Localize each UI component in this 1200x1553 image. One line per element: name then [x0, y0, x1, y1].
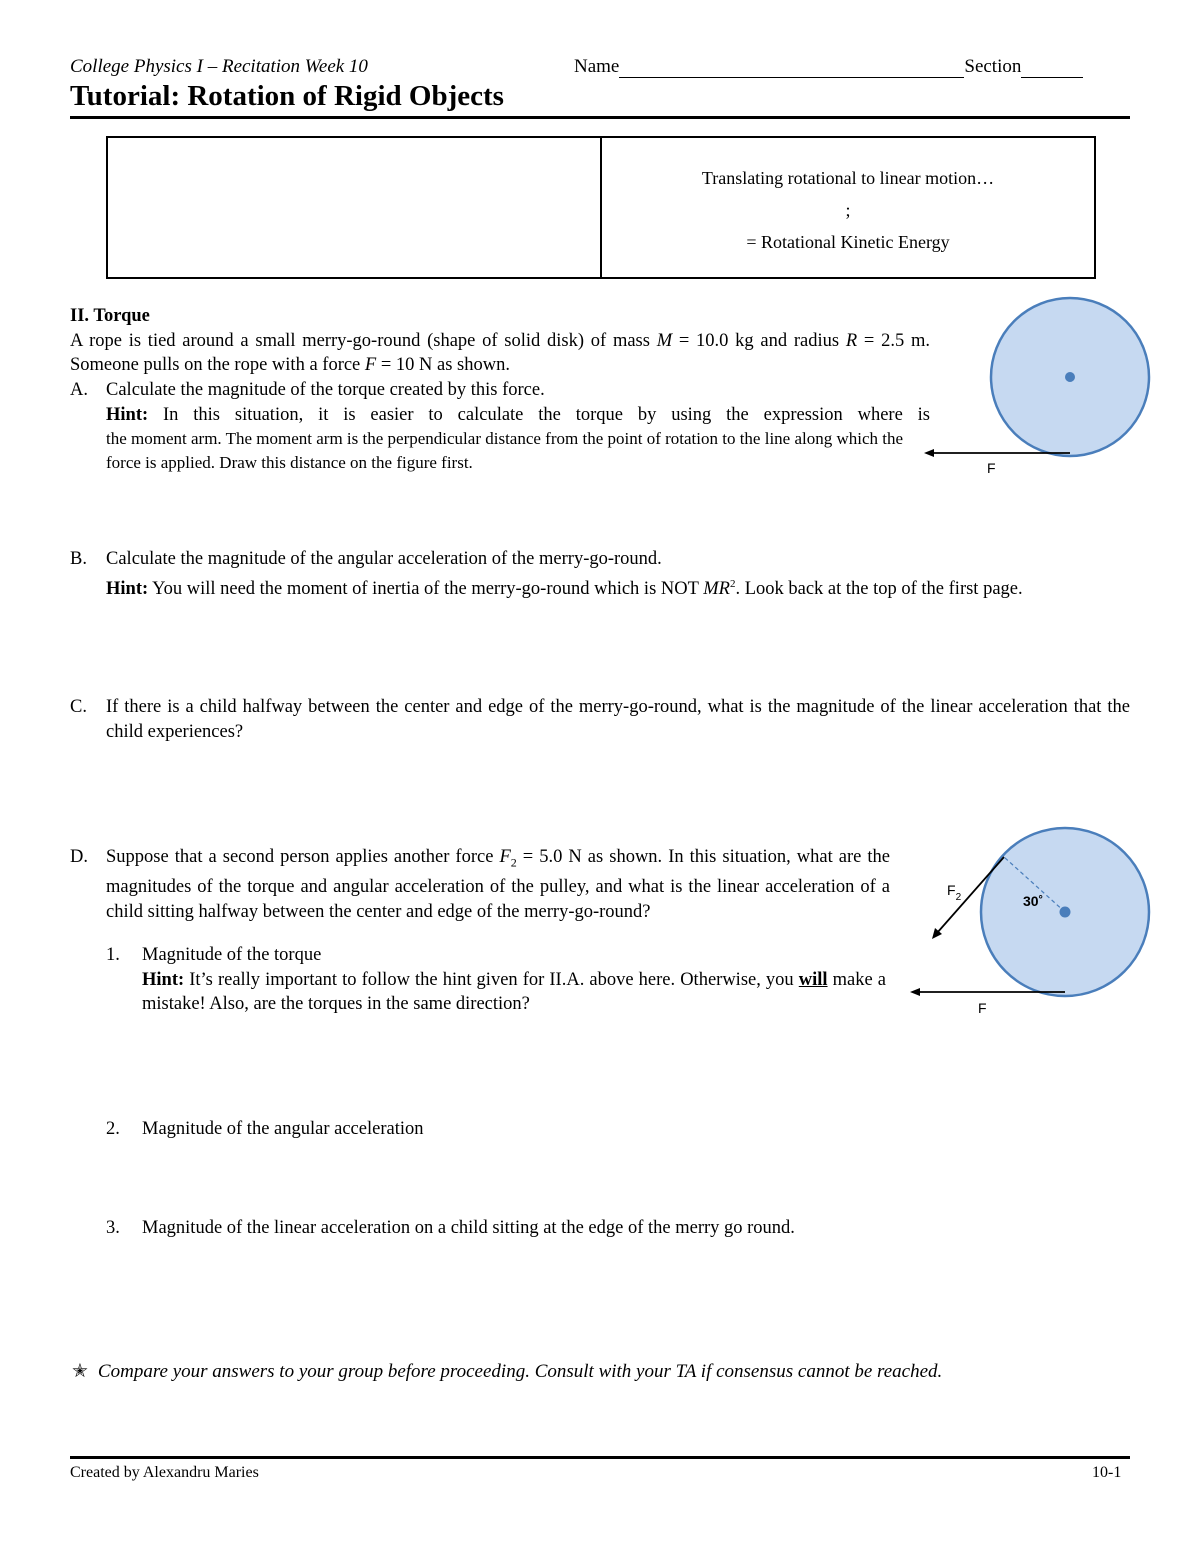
section-heading: II. Torque	[70, 306, 150, 326]
problem-intro: A rope is tied around a small merry-go-round (shape of solid disk) of mass M = 10.0 kg and radius R = 2.5 m. Someone pulls on the rope with a force F = 10 N as shown.	[70, 330, 930, 375]
header-rule	[70, 116, 1130, 119]
disk-center-dot-2	[1060, 907, 1071, 918]
summary-table-left-cell	[108, 138, 602, 277]
section-torque-intro	[70, 304, 930, 378]
force-label: F	[987, 460, 996, 476]
question-b-body	[106, 547, 1130, 601]
question-c-text: If there is a child halfway between the center and edge of the merry-go-round, what is the magnitude of the linear acceleration that the child experiences?	[106, 697, 1130, 742]
page-title: Tutorial: Rotation of Rigid Objects	[70, 80, 504, 112]
summary-line-3: = Rotational Kinetic Energy	[746, 231, 950, 252]
disk-center-dot	[1065, 372, 1075, 382]
summary-line-2: ;	[845, 199, 851, 220]
question-a-text: Calculate the magnitude of the torque created by this force.	[106, 380, 545, 400]
name-label: Name	[574, 56, 620, 77]
part-2-number: 2.	[106, 1119, 120, 1139]
course-title: College Physics I – Recitation Week 10	[70, 56, 368, 77]
section-blank[interactable]	[1021, 60, 1083, 78]
part-1-number: 1.	[106, 945, 120, 965]
force-arrowhead	[924, 449, 934, 457]
question-d-part-1	[106, 943, 886, 1017]
question-b-hint: Hint: You will need the moment of inertia of the merry-go-round which is NOT $MR^2$. Look back at the top of the first page.	[106, 577, 1023, 599]
question-d-part-3	[106, 1216, 795, 1241]
force-f2-label: $F_2$	[947, 882, 962, 903]
compare-text: Compare your answers to your group before proceeding. Consult with your TA if consensus cannot be reached.	[97, 1361, 943, 1382]
figure-disk-one-force	[915, 296, 1165, 486]
footer-rule	[70, 1456, 1130, 1459]
part-1-hint: Hint: It’s really important to follow the hint given for II.A. above here. Otherwise, you will make a mistake! Also, are the torques in the same direction?	[142, 969, 886, 1014]
footer-credit: Created by Alexandru Maries	[70, 1464, 259, 1481]
question-d-text: Suppose that a second person applies another force $F_2 = 5.0$ N as shown. In this situation, what are the magnitudes of the torque and angular acceleration of the pulley, and what is the linear acceleration of a child sitting halfway between the center and edge of the merry-go-round?	[106, 847, 890, 922]
question-d-part-2	[106, 1117, 423, 1142]
question-b-label: B.	[70, 549, 87, 569]
summary-line-1: Translating rotational to linear motion…	[701, 167, 995, 188]
part-3-text: Magnitude of the linear acceleration on a child sitting at the edge of the merry go round.	[142, 1218, 795, 1238]
summary-table	[106, 136, 1096, 279]
star-icon: ✭	[72, 1361, 88, 1382]
part-1-body: Magnitude of the torque Hint: It’s really important to follow the hint given for II.A. above here. Otherwise, you will make a mistake! Also, are the torques in the same direction?	[142, 943, 886, 1017]
force-f-arrowhead	[910, 988, 920, 996]
question-d-label: D.	[70, 847, 88, 867]
compare-note	[72, 1360, 942, 1383]
name-section-fields	[574, 56, 1083, 78]
force-f-label: F	[978, 1000, 987, 1016]
angle-label: 30˚	[1023, 893, 1044, 909]
section-label: Section	[964, 56, 1022, 77]
page-number: 10-1	[1092, 1464, 1122, 1481]
question-a	[70, 378, 930, 474]
summary-table-right-cell	[602, 138, 1094, 277]
question-b	[70, 547, 1130, 601]
question-d	[70, 845, 890, 924]
question-c-label: C.	[70, 697, 87, 717]
question-c	[70, 695, 1130, 744]
question-a-label: A.	[70, 380, 88, 400]
question-a-body	[106, 378, 930, 474]
name-blank[interactable]	[619, 60, 964, 78]
question-a-hint: Hint: In this situation, it is easier to calculate the torque by using the expression where is the moment arm. The moment arm is the perpendicular distance from the point of rotation to the line along which the force is applied. Draw this distance on the figure first.	[106, 404, 930, 472]
part-3-number: 3.	[106, 1218, 120, 1238]
question-b-text: Calculate the magnitude of the angular acceleration of the merry-go-round.	[106, 549, 662, 569]
figure-disk-two-forces	[900, 826, 1160, 1026]
part-2-text: Magnitude of the angular acceleration	[142, 1119, 424, 1139]
